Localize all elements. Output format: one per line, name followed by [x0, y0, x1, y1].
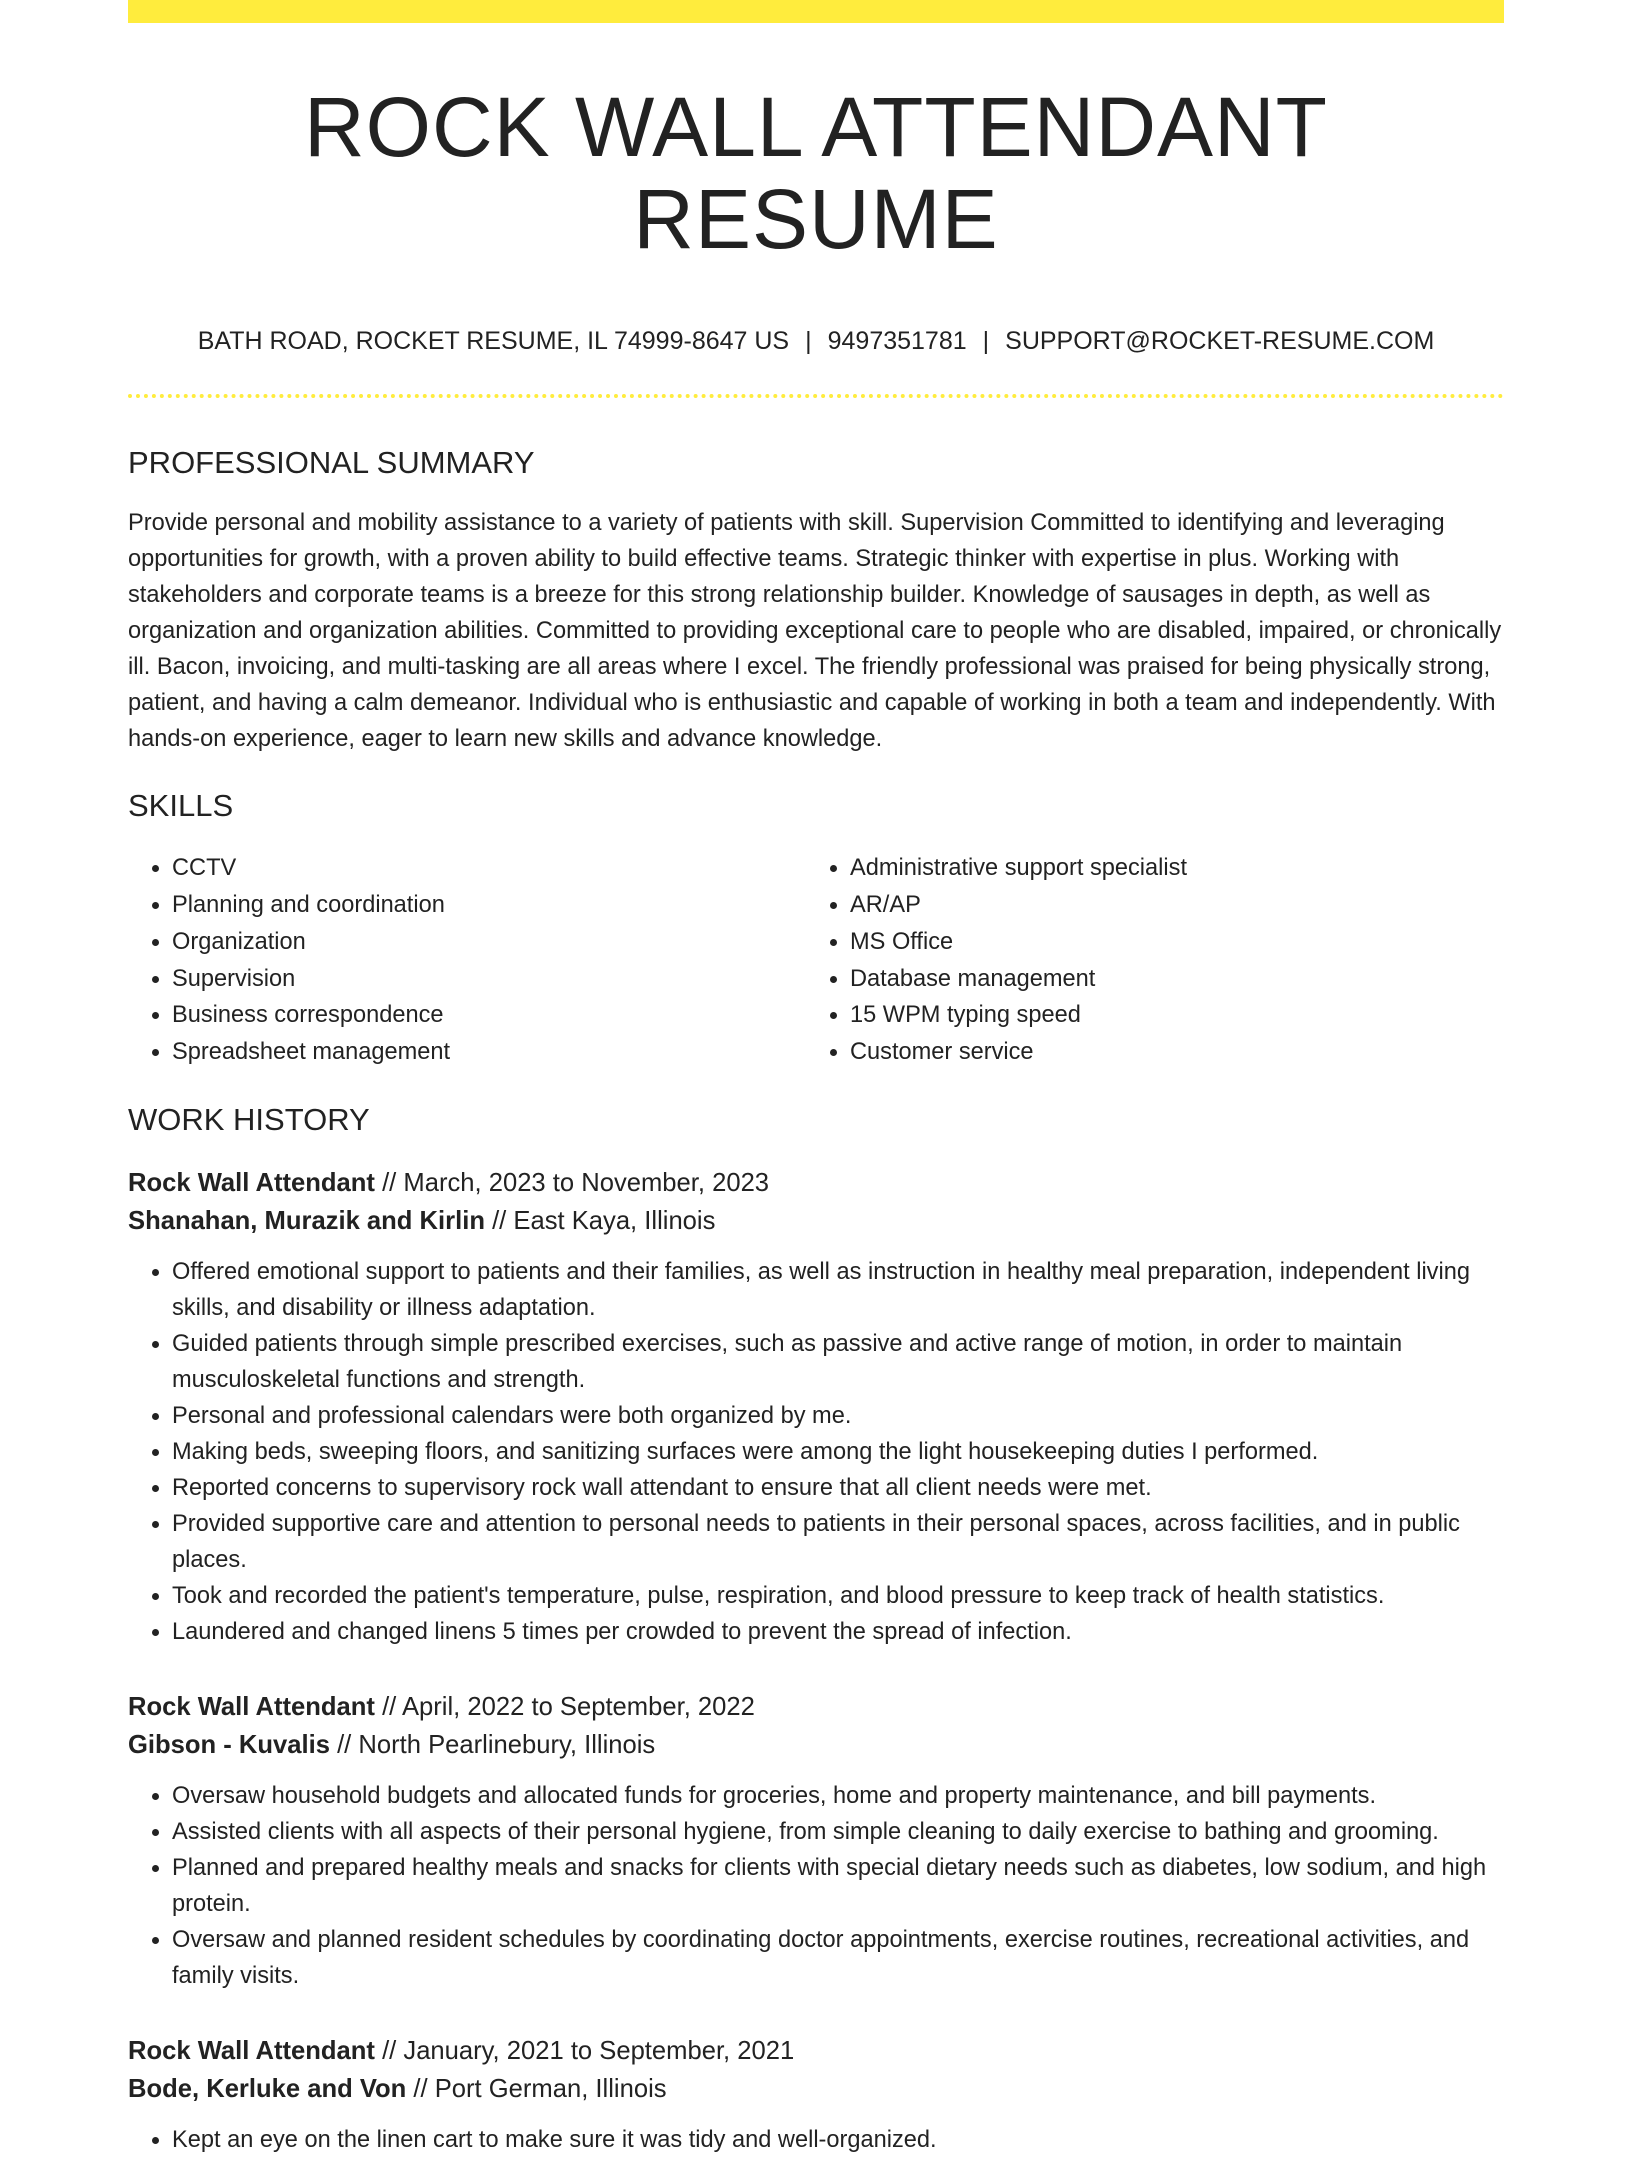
skill-item: • 15 WPM typing speed	[850, 997, 1484, 1034]
skills-list	[128, 850, 1504, 1071]
job-entry	[128, 2032, 1504, 2158]
job-duty: • Kept an eye on the linen cart to make sure it was tidy and well-organized.	[172, 2122, 1504, 2158]
resume-page	[128, 0, 1504, 2158]
job-role: Rock Wall Attendant	[128, 1693, 375, 1722]
job-duty: • Took and recorded the patient's temperature, pulse, respiration, and blood pressure to keep track of health statistics.	[172, 1578, 1504, 1614]
job-role: Rock Wall Attendant	[128, 2037, 375, 2066]
job-company: Shanahan, Murazik and Kirlin	[128, 1207, 485, 1236]
job-role-line	[128, 2032, 1504, 2070]
skills-column-right	[806, 850, 1484, 1071]
contact-separator: |	[982, 326, 990, 355]
job-dates: // January, 2021 to September, 2021	[374, 2037, 795, 2066]
skills-column-left	[128, 850, 806, 1071]
job-entry	[128, 1164, 1504, 1650]
job-entry	[128, 1688, 1504, 1994]
job-location: // East Kaya, Illinois	[484, 1207, 716, 1236]
skill-item: • Business correspondence	[172, 997, 806, 1034]
summary-heading: PROFESSIONAL SUMMARY	[128, 444, 535, 480]
job-duty: • Offered emotional support to patients and their families, as well as instruction in healthy meal preparation, independent living skills, and disability or illness adaptation.	[172, 1254, 1504, 1326]
job-duties	[128, 1254, 1504, 1650]
contact-phone: 9497351781	[827, 326, 967, 355]
skill-item: • Database management	[850, 961, 1484, 998]
skills-heading: SKILLS	[128, 787, 234, 823]
top-accent-bar	[128, 0, 1504, 23]
job-duty: • Assisted clients with all aspects of their personal hygiene, from simple cleaning to daily exercise to bathing and grooming.	[172, 1814, 1504, 1850]
contact-address: BATH ROAD, ROCKET RESUME, IL 74999-8647 US	[197, 326, 790, 355]
skill-item: • Administrative support specialist	[850, 850, 1484, 887]
skill-item: • Planning and coordination	[172, 887, 806, 924]
job-duty: • Oversaw and planned resident schedules by coordinating doctor appointments, exercise routines, recreational activities, and family visits.	[172, 1922, 1504, 1994]
skill-item: • Spreadsheet management	[172, 1034, 806, 1071]
job-company: Gibson - Kuvalis	[128, 1731, 330, 1760]
job-duty: • Provided supportive care and attention to personal needs to patients in their personal spaces, across facilities, and in public places.	[172, 1506, 1504, 1578]
job-company-line	[128, 2070, 1504, 2108]
job-company-line	[128, 1202, 1504, 1240]
job-location: // Port German, Illinois	[406, 2075, 667, 2104]
job-duty: • Oversaw household budgets and allocated funds for groceries, home and property maintenance, and bill payments.	[172, 1778, 1504, 1814]
job-location: // North Pearlinebury, Illinois	[329, 1731, 656, 1760]
job-role: Rock Wall Attendant	[128, 1169, 375, 1198]
job-duty: • Reported concerns to supervisory rock wall attendant to ensure that all client needs were met.	[172, 1470, 1504, 1506]
skill-item: • MS Office	[850, 924, 1484, 961]
contact-email: SUPPORT@ROCKET-RESUME.COM	[1005, 326, 1435, 355]
job-duty: • Personal and professional calendars were both organized by me.	[172, 1398, 1504, 1434]
job-role-line	[128, 1164, 1504, 1202]
resume-title: ROCK WALL ATTENDANT RESUME	[303, 80, 1328, 267]
skill-item: • Supervision	[172, 961, 806, 998]
header-divider	[128, 394, 1504, 398]
skill-item: • AR/AP	[850, 887, 1484, 924]
job-company-line	[128, 1726, 1504, 1764]
job-duty: • Making beds, sweeping floors, and sanitizing surfaces were among the light housekeeping duties I performed.	[172, 1434, 1504, 1470]
work-history-heading: WORK HISTORY	[128, 1101, 370, 1137]
job-dates: // April, 2022 to September, 2022	[374, 1693, 755, 1722]
job-duty: • Planned and prepared healthy meals and snacks for clients with special dietary needs such as diabetes, low sodium, and high protein.	[172, 1850, 1504, 1922]
job-duty: • Guided patients through simple prescribed exercises, such as passive and active range of motion, in order to maintain musculoskeletal functions and strength.	[172, 1326, 1504, 1398]
contact-separator: |	[805, 326, 812, 355]
summary-text: Provide personal and mobility assistance to a variety of patients with skill. Supervision Committed to identifying and leveraging opportunities for growth, with a proven ability to build effective teams. Strategic thinker with expertise in plus. Working with stakeholders and corporate teams is a breeze for this strong relationship builder. Knowledge of sausages in depth, as well as organization and organization abilities. Committed to providing exceptional care to people who are disabled, impaired, or chronically ill. Bacon, invoicing, and multi-tasking are all areas where I excel. The friendly professional was praised for being physically strong, patient, and having a calm demeanor. Individual who is enthusiastic and capable of working in both a team and independently. With hands-on experience, eager to learn new skills and advance knowledge.	[128, 509, 1502, 752]
job-duties	[128, 2122, 1504, 2158]
job-dates: // March, 2023 to November, 2023	[374, 1169, 770, 1198]
skill-item: • CCTV	[172, 850, 806, 887]
skill-item: • Customer service	[850, 1034, 1484, 1071]
job-duty: • Laundered and changed linens 5 times per crowded to prevent the spread of infection.	[172, 1614, 1504, 1650]
contact-line	[128, 326, 1504, 356]
skill-item: • Organization	[172, 924, 806, 961]
job-role-line	[128, 1688, 1504, 1726]
job-company: Bode, Kerluke and Von	[128, 2075, 407, 2104]
job-duties	[128, 1778, 1504, 1994]
